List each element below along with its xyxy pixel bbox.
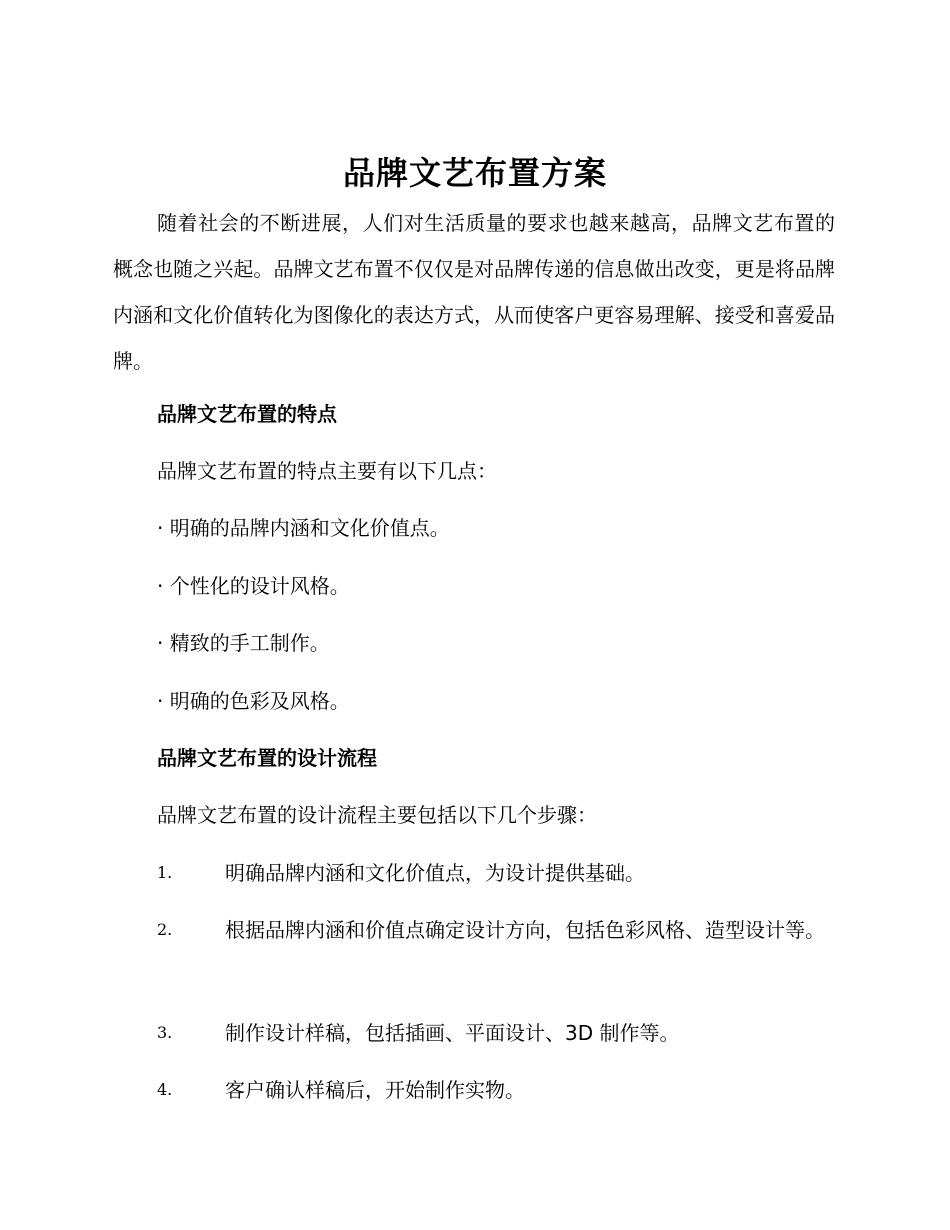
feature-bullet: · 个性化的设计风格。 — [157, 574, 350, 598]
process-step — [113, 1010, 835, 1056]
step-number: 1. — [157, 863, 173, 882]
process-step — [113, 907, 835, 953]
step-text: 制作设计样稿，包括插画、平面设计、3D 制作等。 — [225, 1021, 680, 1045]
process-step — [113, 1067, 835, 1113]
feature-bullet: · 明确的色彩及风格。 — [157, 689, 350, 713]
feature-bullet: · 明确的品牌内涵和文化价值点。 — [157, 516, 450, 540]
features-lead: 品牌文艺布置的特点主要有以下几点： — [157, 459, 497, 483]
step-text: 明确品牌内涵和文化价值点，为设计提供基础。 — [225, 861, 645, 885]
step-number: 3. — [157, 1023, 173, 1042]
step-number: 4. — [157, 1080, 173, 1099]
process-lead: 品牌文艺布置的设计流程主要包括以下几个步骤： — [157, 803, 597, 827]
feature-bullet: · 精致的手工制作。 — [157, 631, 330, 655]
step-text: 客户确认样稿后，开始制作实物。 — [225, 1078, 525, 1102]
step-text: 根据品牌内涵和价值点确定设计方向，包括色彩风格、造型设计等。 — [225, 918, 825, 942]
intro-paragraph: 随着社会的不断进展，人们对生活质量的要求也越来越高，品牌文艺布置的概念也随之兴起。品牌文艺布置不仅仅是对品牌传递的信息做出改变，更是将品牌内涵和文化价值转化为图像化的表达方式，从而使客户更容易理解、接受和喜爱品牌。 — [113, 211, 835, 373]
document-title: 品牌文艺布置方案 — [342, 154, 607, 192]
section-heading-features: 品牌文艺布置的特点 — [157, 402, 337, 426]
process-step — [113, 850, 835, 896]
section-heading-process: 品牌文艺布置的设计流程 — [157, 746, 377, 770]
step-number: 2. — [157, 920, 173, 939]
